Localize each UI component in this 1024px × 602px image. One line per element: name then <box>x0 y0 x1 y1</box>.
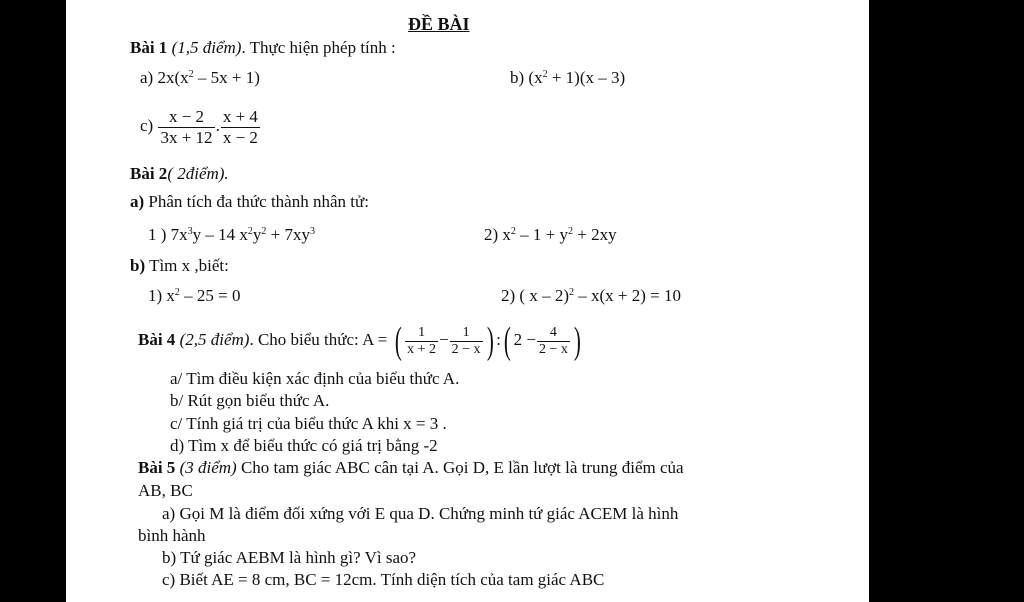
fraction-numerator: 1 <box>450 325 483 342</box>
fraction-denominator: x + 2 <box>407 341 437 357</box>
bai5-instruction: Cho tam giác ABC cân tại A. Gọi D, E lần lượt là trung điểm của <box>236 458 684 477</box>
bai1-c <box>140 103 261 149</box>
exponent: 3 <box>310 226 316 237</box>
bai5-heading <box>138 458 684 478</box>
bai1-number: Bài 1 <box>130 38 168 57</box>
close-paren: ) <box>486 320 494 363</box>
bai2-heading <box>130 164 229 184</box>
bai1-c-operator: . <box>215 116 220 135</box>
bai2-a-text: Phân tích đa thức thành nhân tử: <box>144 192 369 211</box>
bai2-a2-label: 2) <box>484 225 499 244</box>
exponent: 2 <box>510 226 516 237</box>
document-page <box>66 0 869 602</box>
close-paren: ) <box>573 320 581 363</box>
fraction-denominator: 2 − x <box>538 341 568 357</box>
bai4-d: d) Tìm x để biểu thức có giá trị bằng -2 <box>170 436 438 455</box>
fraction-denominator: 2 − x <box>451 341 481 357</box>
bai2-b2 <box>501 286 681 306</box>
bai1-b-expr: (x <box>528 68 543 87</box>
fraction-denominator: 3x + 12 <box>160 127 213 147</box>
bai1-b <box>510 68 625 88</box>
exponent: 2 <box>568 226 574 237</box>
fraction-denominator: x − 2 <box>222 127 258 147</box>
expr-part: – x(x + 2) = 10 <box>574 286 681 305</box>
exponent: 2 <box>247 226 253 237</box>
bai1-instruction: . Thực hiện phép tính : <box>241 38 396 57</box>
bai1-b-exponent: 2 <box>542 69 548 80</box>
minus-operator: − <box>439 330 449 349</box>
bai1-a-exponent: 2 <box>188 69 194 80</box>
bai2-b1-label: 1) <box>148 286 163 305</box>
bai2-a1 <box>148 225 315 245</box>
bai1-c-fraction-2 <box>221 107 260 148</box>
bai4-c: c/ Tính giá trị của biểu thức A khi x = 3 . <box>170 414 447 433</box>
bai4-heading <box>138 318 584 362</box>
exponent: 3 <box>187 226 193 237</box>
bai1-a-label: a) <box>140 68 154 87</box>
expr-part: y <box>252 225 262 244</box>
expr-part: – 1 + y <box>515 225 569 244</box>
bai4-number: Bài 4 <box>138 330 176 349</box>
exponent: 2 <box>174 287 180 298</box>
bai2-a <box>130 192 369 212</box>
exponent: 2 <box>569 287 574 298</box>
bai2-b1 <box>148 286 241 306</box>
expr-part: 7x <box>170 225 188 244</box>
bai1-c-label: c) <box>140 116 154 135</box>
bai4-fraction-2 <box>450 325 483 358</box>
bai5-number: Bài 5 <box>138 458 176 477</box>
bai2-b <box>130 256 229 276</box>
bai5-a-line2: bình hành <box>138 526 206 545</box>
bai1-a-expr: 2x(x <box>157 68 189 87</box>
bai1-b-expr-rest: + 1)(x – 3) <box>547 68 626 87</box>
bai4-fraction-3 <box>537 325 570 358</box>
fraction-numerator: 4 <box>537 325 570 342</box>
bai2-b-text: Tìm x ,biết: <box>145 256 229 275</box>
expr-part: + 2xy <box>573 225 617 244</box>
bai5-score: (3 điểm) <box>175 458 237 477</box>
bai1-a <box>140 68 260 88</box>
expr-part: y – 14 x <box>192 225 248 244</box>
fraction-numerator: 1 <box>405 325 438 342</box>
fraction-numerator: x − 2 <box>158 107 214 128</box>
bai2-score: ( 2điểm). <box>167 164 229 183</box>
bai1-b-label: b) <box>510 68 525 87</box>
bai1-a-expr-rest: – 5x + 1) <box>193 68 260 87</box>
bai5-b: b) Tứ giác AEBM là hình gì? Vì sao? <box>162 548 417 567</box>
open-paren: ( <box>394 320 402 363</box>
bai2-b-label: b) <box>130 256 146 275</box>
exponent: 2 <box>261 226 267 237</box>
page-title: ĐỀ BÀI <box>408 14 470 34</box>
expr-part: + 7xy <box>266 225 311 244</box>
expr-part: 2 − <box>513 330 536 349</box>
bai4-a: a/ Tìm điều kiện xác định của biểu thức A. <box>170 369 460 388</box>
expr-part: – 25 = 0 <box>179 286 241 305</box>
bai1-heading <box>130 38 396 58</box>
bai4-b: b/ Rút gọn biểu thức A. <box>170 391 330 410</box>
bai4-instruction: . Cho biểu thức: A = <box>249 330 388 349</box>
fraction-numerator: x + 4 <box>222 106 258 126</box>
bai1-score: (1,5 điểm) <box>171 38 242 57</box>
bai5-a-line1: a) Gọi M là điểm đối xứng với E qua D. Chứng minh tứ giác ACEM là hình <box>162 504 679 523</box>
divide-operator: : <box>496 330 501 349</box>
bai2-b2-label: 2) <box>501 286 516 305</box>
expr-part: x <box>166 286 175 305</box>
bai1-c-fraction-1 <box>158 107 214 148</box>
expr-part: x <box>502 225 511 244</box>
open-paren: ( <box>503 320 511 363</box>
bai2-number: Bài 2 <box>130 164 168 183</box>
expr-part: ( x – 2) <box>519 286 569 305</box>
bai2-a1-label: 1 ) <box>148 225 167 244</box>
bai4-score: (2,5 điểm) <box>179 330 250 349</box>
bai2-a2 <box>484 225 617 245</box>
bai2-a-label: a) <box>130 192 145 211</box>
bai4-fraction-1 <box>405 325 438 358</box>
bai5-line2: AB, BC <box>138 481 193 500</box>
bai5-c: c) Biết AE = 8 cm, BC = 12cm. Tính diện tích của tam giác ABC <box>162 570 605 589</box>
